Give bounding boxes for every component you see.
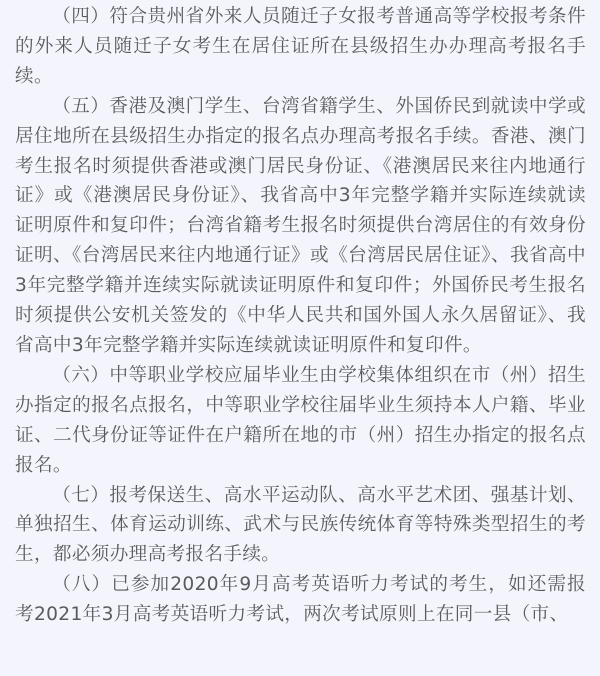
paragraph-8: （八）已参加2020年9月高考英语听力考试的考生，如还需报考2021年3月高考英语听力考试，两次考试原则上在同一县（市、 — [15, 574, 586, 626]
paragraph-5: （五）香港及澳门学生、台湾省籍学生、外国侨民到就读中学或居住地所在县级招生办指定的报名点办理高考报名手续。香港、澳门考生报名时须提供香港或澳门居民身份证、《港澳居民来往内地通行证》或《港澳居民身份证》、我省高中3年完整学籍并实际连续就读证明原件和复印件；台湾省籍考生报名时须提供台湾居住的有效身份证明、《台湾居民来往内地通行证》或《台湾居民居住证》、我省高中3年完整学籍并连续实际就读证明原件和复印件；外国侨民考生报名时须提供公安机关签发的《中华人民共和国外国人永久居留证》、我省高中3年完整学籍并实际连续就读证明原件和复印件。 — [15, 95, 586, 356]
paragraph-6: （六）中等职业学校应届毕业生由学校集体组织在市（州）招生办指定的报名点报名，中等职业学校往届毕业生须持本人户籍、毕业证、二代身份证等证件在户籍所在地的市（州）招生办指定的报名点报名。 — [15, 364, 586, 476]
paragraph-4: （四）符合贵州省外来人员随迁子女报考普通高等学校报考条件的外来人员随迁子女考生在居住证所在县级招生办办理高考报名手续。 — [15, 6, 586, 87]
paragraph-7: （七）报考保送生、高水平运动队、高水平艺术团、强基计划、单独招生、体育运动训练、武术与民族传统体育等特殊类型招生的考生，都必须办理高考报名手续。 — [15, 484, 586, 566]
